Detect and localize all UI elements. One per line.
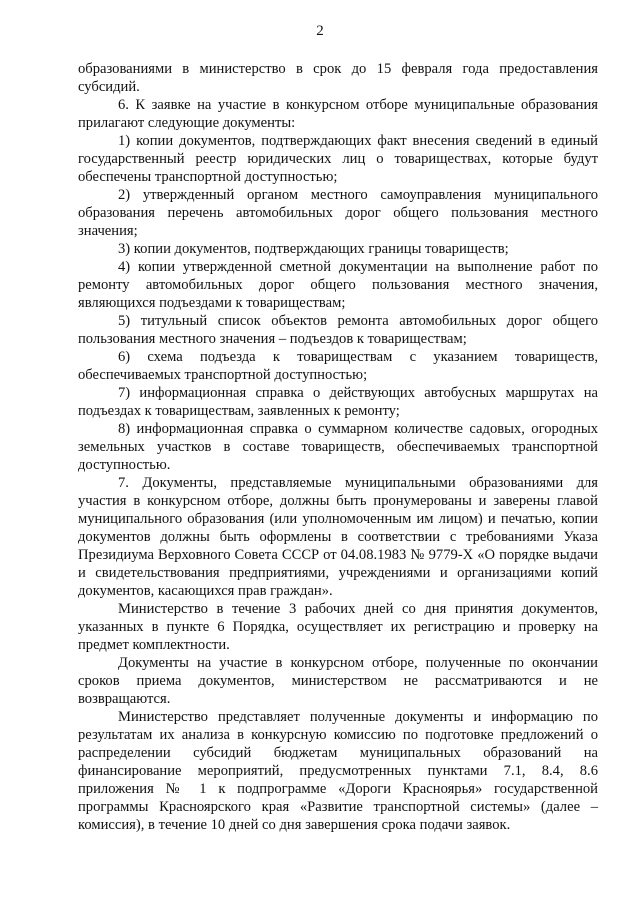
paragraph: 6) схема подъезда к товариществам с указанием товариществ, обеспечиваемых транспортной доступностью; (78, 349, 598, 383)
paragraph: 2) утвержденный органом местного самоуправления муниципального образования перечень автомобильных дорог общего пользования местного значения; (78, 187, 598, 239)
paragraph: 5) титульный список объектов ремонта автомобильных дорог общего пользования местного значения – подъездов к товариществам; (78, 313, 598, 347)
paragraph: 7) информационная справка о действующих автобусных маршрутах на подъездах к товариществам, заявленных к ремонту; (78, 385, 598, 419)
paragraph: 6. К заявке на участие в конкурсном отборе муниципальные образования прилагают следующие документы: (78, 97, 598, 131)
paragraph: образованиями в министерство в срок до 15 февраля года предоставления субсидий. (78, 61, 598, 95)
document-body (78, 60, 598, 834)
paragraph: Министерство в течение 3 рабочих дней со дня принятия документов, указанных в пункте 6 Порядка, осуществляет их регистрацию и проверку на предмет комплектности. (78, 601, 598, 653)
paragraph: 1) копии документов, подтверждающих факт внесения сведений в единый государственный реестр юридических лиц о товариществах, которые будут обеспечены транспортной доступностью; (78, 133, 598, 185)
paragraph: Министерство представляет полученные документы и информацию по результатам их анализа в конкурсную комиссию по подготовке предложений о распределении субсидий бюджетам муниципальных образований на финансирование мероприятий, предусмотренных пунктами 7.1, 8.4, 8.6 приложения № 1 к подпрограмме «Дороги Красноярья» государственной программы Красноярского края «Развитие транспортной системы» (далее – комиссия), в течение 10 дней со дня завершения срока подачи заявок. (78, 709, 598, 833)
paragraph: 7. Документы, представляемые муниципальными образованиями для участия в конкурсном отборе, должны быть пронумерованы и заверены главой муниципального образования (или уполномоченным им лицом) и печатью, копии документов должны быть оформлены в соответствии с требованиями Указа Президиума Верховного Совета СССР от 04.08.1983 № 9779-X «О порядке выдачи и свидетельствования предприятиями, учреждениями и организациями копий документов, касающихся прав граждан». (78, 475, 598, 599)
paragraph: 3) копии документов, подтверждающих границы товариществ; (118, 241, 509, 257)
page-number: 2 (316, 23, 324, 39)
paragraph: 4) копии утвержденной сметной документации на выполнение работ по ремонту автомобильных дорог общего пользования местного значения, являющихся подъездами к товариществам; (78, 259, 598, 311)
paragraph: Документы на участие в конкурсном отборе, полученные по окончании сроков приема документов, министерством не рассматриваются и не возвращаются. (78, 655, 598, 707)
paragraph: 8) информационная справка о суммарном количестве садовых, огородных земельных участков в составе товариществ, обеспечиваемых транспортной доступностью. (78, 421, 598, 473)
